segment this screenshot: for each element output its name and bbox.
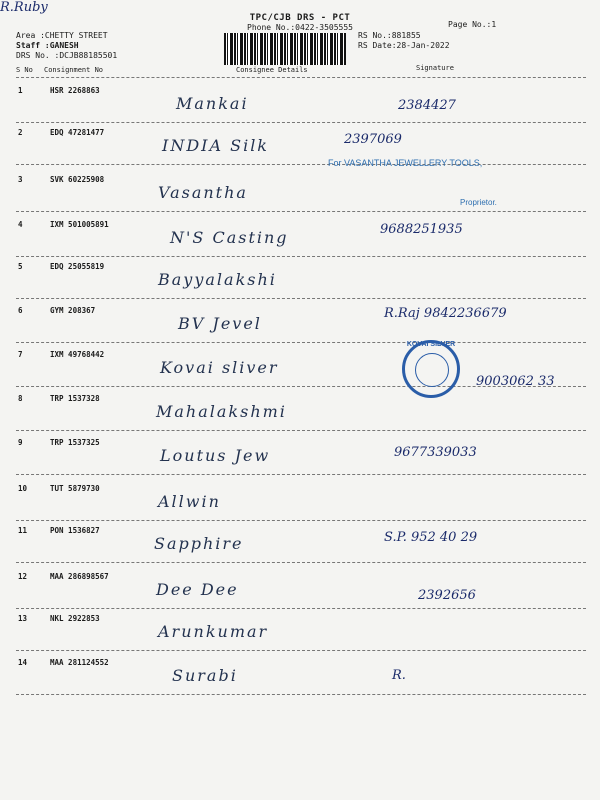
row-divider (16, 474, 586, 475)
consignee-name: INDIA Silk (162, 136, 269, 155)
consignee-name: BV Jevel (178, 314, 262, 333)
row-divider (16, 694, 586, 695)
row-divider (16, 430, 586, 431)
row-serial: 7 (18, 350, 23, 359)
table-row (0, 394, 600, 444)
barcode (224, 33, 346, 65)
consignment-number: GYM 208367 (50, 306, 96, 315)
row-serial: 4 (18, 220, 23, 229)
col-signature: Signature (416, 64, 454, 72)
signature-note: 2384427 (398, 98, 456, 113)
consignee-name: Mankai (176, 94, 249, 113)
signature-note: 2392656 (418, 588, 476, 603)
col-sno: S No (16, 66, 33, 74)
consignment-number: SVK 60225908 (50, 175, 105, 184)
table-row (0, 658, 600, 708)
company-seal (402, 340, 460, 398)
row-divider (16, 298, 586, 299)
row-serial: 9 (18, 438, 23, 447)
table-row (0, 438, 600, 488)
consignee-name: Loutus Jew (160, 446, 271, 465)
signature-note: S.P. 952 40 29 (384, 530, 478, 545)
seal-text: KOVAI SILVER (406, 341, 456, 348)
col-consignee: Consignee Details (236, 66, 308, 74)
consignment-number: EDQ 47281477 (50, 128, 105, 137)
consignment-number: EDQ 25055819 (50, 262, 105, 271)
signature-note: R.Raj 9842236679 (384, 306, 507, 321)
signature-note: 2397069 (344, 132, 402, 147)
consignment-number: PON 1536827 (50, 526, 100, 535)
area-label: Area :CHETTY STREET (16, 31, 108, 40)
row-serial: 2 (18, 128, 23, 137)
row-serial: 3 (18, 175, 23, 184)
table-row (0, 350, 600, 400)
consignment-number: MAA 286898567 (50, 572, 109, 581)
drs-number: DRS No. :DCJB88185501 (16, 51, 118, 60)
signature-note: R.Ruby (0, 0, 48, 15)
row-divider (16, 342, 586, 343)
consignee-name: N'S Casting (170, 228, 289, 247)
col-consignment: Consignment No (44, 66, 104, 74)
consignment-number: IXM 501005891 (50, 220, 109, 229)
signature-note: 9677339033 (394, 445, 477, 460)
row-divider (16, 122, 586, 123)
table-row (0, 175, 600, 225)
consignment-number: TRP 1537325 (50, 438, 100, 447)
consignee-name: Kovai sliver (160, 358, 279, 377)
consignment-number: IXM 49768442 (50, 350, 105, 359)
row-serial: 1 (18, 86, 23, 95)
phone-number: Phone No.:0422-3505555 (247, 23, 353, 32)
signature-note: 9688251935 (380, 222, 463, 237)
table-row (0, 262, 600, 312)
signature-note: 9003062 33 (476, 374, 555, 389)
row-serial: 14 (18, 658, 28, 667)
row-serial: 5 (18, 262, 23, 271)
consignee-name: Vasantha (158, 183, 248, 202)
consignee-name: Allwin (158, 492, 221, 511)
row-divider (16, 211, 586, 212)
row-divider (16, 256, 586, 257)
row-divider (16, 562, 586, 563)
rs-date: RS Date:28-Jan-2022 (358, 41, 450, 50)
consignee-name: Sapphire (154, 534, 244, 553)
rs-number: RS No.:881855 (358, 31, 421, 40)
row-divider (16, 386, 586, 387)
consignment-number: TUT 5879730 (50, 484, 100, 493)
page-number: Page No.:1 (448, 20, 497, 29)
row-divider (16, 650, 586, 651)
table-row (0, 614, 600, 664)
row-serial: 8 (18, 394, 23, 403)
row-serial: 13 (18, 614, 28, 623)
row-serial: 10 (18, 484, 28, 493)
consignee-name: Dee Dee (156, 580, 239, 599)
row-divider (16, 608, 586, 609)
table-row (0, 306, 600, 356)
proprietor-stamp: Proprietor. (460, 198, 497, 207)
consignee-name: Mahalakshmi (156, 402, 287, 421)
consignment-number: HSR 2268863 (50, 86, 100, 95)
consignee-name: Arunkumar (158, 622, 269, 641)
table-row (0, 128, 600, 178)
header-divider (16, 77, 586, 78)
consignee-name: Bayyalakshi (158, 270, 277, 289)
row-divider (16, 520, 586, 521)
row-serial: 12 (18, 572, 28, 581)
staff-label: Staff :GANESH (16, 41, 79, 50)
consignment-number: MAA 281124552 (50, 658, 109, 667)
consignment-number: NKL 2922853 (50, 614, 100, 623)
sheet-title: TPC/CJB DRS - PCT (249, 13, 351, 23)
row-divider (16, 164, 586, 165)
consignment-number: TRP 1537328 (50, 394, 100, 403)
table-row (0, 526, 600, 576)
consignee-name: Surabi (172, 666, 238, 685)
row-serial: 6 (18, 306, 23, 315)
row-serial: 11 (18, 526, 28, 535)
vasantha-stamp: For VASANTHA JEWELLERY TOOLS, (328, 158, 483, 168)
signature-note: R. (392, 668, 406, 683)
